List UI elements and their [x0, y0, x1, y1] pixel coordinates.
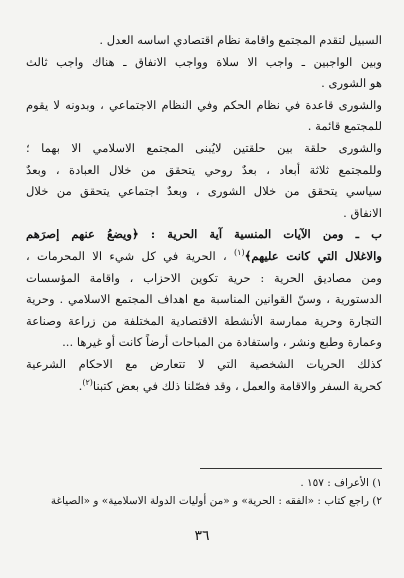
text-line-main: السبيل لتقدم المجتمع واقامة نظام اقتصادي اساسه العدل .: [99, 33, 382, 47]
text-line-main: الدستورية ، وسنّ القوانين المناسبة مع اهداف المجتمع الاسلامي . وحرية: [26, 292, 382, 307]
text-line: [26, 376, 382, 398]
text-line-main: الانفاق .: [343, 205, 382, 220]
text-line-rest: .: [78, 378, 83, 393]
text-line: [26, 246, 382, 268]
text-line: [26, 116, 382, 138]
text-line: [26, 30, 382, 52]
text-line-main: وللمجتمع ثلاثة أبعاد ، بعدٌ روحي يتحقق من خلال العبادة ، وبعدٌ: [26, 162, 382, 177]
text-line: [26, 181, 382, 203]
text-line: [26, 268, 382, 290]
text-line: [26, 354, 382, 376]
text-line-main: ب ـ ومن الآيات المنسية آية الحرية : ﴿ويضعُ عنهم إصرَهم: [26, 227, 382, 242]
footnote-marker: (١): [234, 248, 245, 258]
footnote-item: ١) الأعراف : ١٥٧ .: [300, 477, 382, 489]
footnote-divider: [200, 468, 382, 469]
text-line-main: التجارة وحرية ممارسة الأنشطة الاقتصادية المختلفة من زراعة وصناعة: [26, 313, 382, 328]
body-text: [26, 30, 382, 397]
text-line-rest: ، الحرية في كل شيء الا المحرمات ،: [26, 248, 235, 263]
footnote-item: ٢) راجع كتاب : «الفقه : الحرية» و «من أوليات الدولة الاسلامية» و «الصياغة: [50, 495, 382, 507]
text-line-main: وعمارة وطبع ونشر ، واستفادة من المباحات أرضاً كانت أو غيرها ...: [62, 335, 382, 350]
text-line: [26, 73, 382, 95]
text-line-main: ومن مصاديق الحرية : حرية تكوين الاحزاب ، واقامة المؤسسات: [26, 270, 382, 285]
text-line-main: والاغلال التي كانت عليهم﴾: [244, 248, 382, 263]
text-line-main: سياسي يتحقق من خلال الشورى ، وبعدٌ اجتماعي يتحقق من خلال: [26, 184, 382, 199]
text-line: [26, 95, 382, 117]
text-line-main: كذلك الحريات الشخصية التي لا تتعارض مع الاحكام الشرعية: [26, 356, 382, 371]
text-line: [26, 289, 382, 311]
text-line: [26, 311, 382, 333]
text-line: [26, 224, 382, 246]
text-line-main: هو الشورى .: [321, 76, 382, 91]
text-line-main: وبين الواجبين ـ واجب الا سلاة وواجب الانفاق ـ هناك واجب ثالث: [26, 54, 382, 69]
text-line: [26, 160, 382, 182]
text-line: [26, 52, 382, 74]
text-line-main: للمجتمع قائمة .: [307, 119, 382, 134]
text-line: [26, 138, 382, 160]
text-line: [26, 203, 382, 225]
text-line: [26, 332, 382, 354]
text-line-main: كحرية السفر والاقامة والعمل ، وقد فصّلنا ذلك في بعض كتبنا: [92, 378, 382, 393]
footnote-marker: (٢): [82, 377, 93, 387]
text-line-main: والشورى قاعدة في نظام الحكم وفي النظام الاجتماعي ، وبدونه لا يقوم: [26, 97, 382, 112]
footnotes: [26, 474, 382, 510]
page-number: ٣٦: [194, 528, 210, 544]
text-line-main: والشورى حلقة بين حلقتين لايُبنى المجتمع الاسلامي الا بهما ؛: [26, 140, 382, 155]
